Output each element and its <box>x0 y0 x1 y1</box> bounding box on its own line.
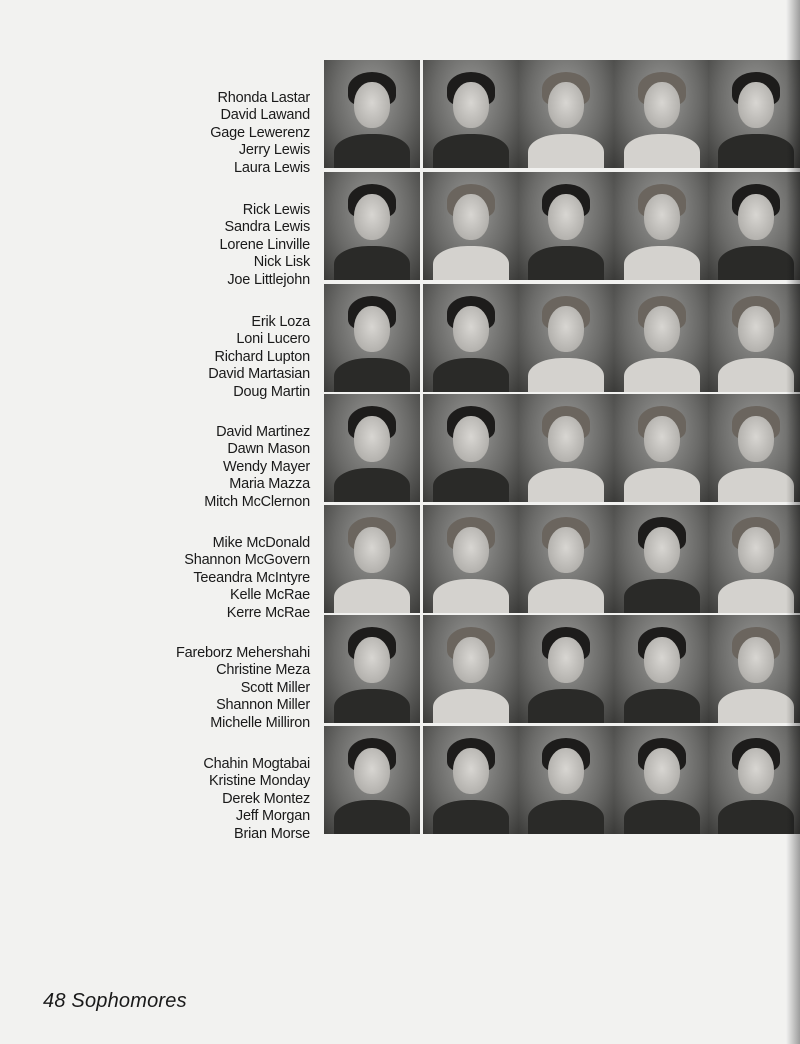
portrait-head <box>354 194 390 240</box>
student-portrait <box>614 172 710 280</box>
portrait-head <box>354 637 390 683</box>
portrait-body <box>528 358 604 392</box>
student-portrait <box>423 505 519 613</box>
student-portrait <box>423 284 519 392</box>
portrait-head <box>354 82 390 128</box>
portrait-body <box>334 468 410 502</box>
student-name: Rick Lewis <box>242 202 310 218</box>
portrait-head <box>548 82 584 128</box>
portrait-body <box>334 358 410 392</box>
portrait-head <box>453 82 489 128</box>
student-name: Sandra Lewis <box>224 219 310 236</box>
portrait-head <box>644 194 680 240</box>
student-portrait <box>518 615 614 723</box>
student-portrait <box>324 60 420 168</box>
portrait-head <box>354 306 390 352</box>
portrait-body <box>718 689 794 723</box>
portrait-body <box>528 468 604 502</box>
student-name: Scott Miller <box>240 679 310 696</box>
portrait-body <box>334 800 410 834</box>
student-name: Shannon McGovern <box>184 552 310 569</box>
student-portrait <box>423 615 519 723</box>
student-name: Teeandra McIntyre <box>193 569 310 586</box>
portrait-head <box>453 306 489 352</box>
student-name: Christine Meza <box>216 662 310 679</box>
name-list <box>210 90 310 177</box>
portrait-head <box>354 527 390 573</box>
student-portrait <box>614 726 710 834</box>
portrait-head <box>644 637 680 683</box>
student-portrait <box>324 615 420 723</box>
portrait-row <box>0 726 800 842</box>
student-name: Gage Lewerenz <box>210 124 310 141</box>
portrait-body <box>433 468 509 502</box>
portrait-body <box>433 689 509 723</box>
portrait-head <box>738 527 774 573</box>
student-portrait <box>423 172 519 280</box>
portrait-body <box>528 579 604 613</box>
portrait-body <box>624 468 700 502</box>
student-name: Laura Lewis <box>234 159 310 176</box>
portrait-head <box>644 306 680 352</box>
name-list <box>204 424 310 511</box>
student-name: Doug Martin <box>233 383 310 400</box>
page-gutter-shadow <box>786 0 800 1044</box>
portrait-body <box>334 134 410 168</box>
portrait-body <box>718 579 794 613</box>
portrait-body <box>718 246 794 280</box>
portrait-head <box>453 194 489 240</box>
student-name: Jeff Morgan <box>235 808 310 825</box>
portrait-body <box>433 800 509 834</box>
student-portrait <box>614 505 710 613</box>
portrait-body <box>624 358 700 392</box>
portrait-body <box>433 134 509 168</box>
portrait-head <box>738 82 774 128</box>
portrait-head <box>453 527 489 573</box>
student-name: Kerre McRae <box>226 604 310 621</box>
student-name: Nick Lisk <box>253 254 310 271</box>
student-name: Maria Mazza <box>229 476 310 493</box>
name-list <box>203 756 310 843</box>
student-portrait <box>614 60 710 168</box>
portrait-body <box>718 800 794 834</box>
portrait-row <box>0 615 800 731</box>
student-name: Loni Lucero <box>236 331 310 348</box>
student-portrait <box>423 60 519 168</box>
portrait-head <box>548 306 584 352</box>
student-portrait <box>518 284 614 392</box>
portrait-row <box>0 505 800 621</box>
student-portrait <box>518 726 614 834</box>
student-name: David Martasian <box>208 366 310 383</box>
portrait-head <box>548 527 584 573</box>
student-name: Derek Montez <box>222 790 310 807</box>
student-name: Kelle McRae <box>230 587 310 604</box>
portrait-head <box>548 637 584 683</box>
portrait-head <box>738 416 774 462</box>
portrait-body <box>624 579 700 613</box>
student-name: Mike McDonald <box>212 535 310 551</box>
student-portrait <box>518 60 614 168</box>
student-name: Brian Morse <box>234 825 310 842</box>
portrait-head <box>453 637 489 683</box>
portrait-body <box>624 134 700 168</box>
student-name: Dawn Mason <box>227 441 310 458</box>
portrait-row <box>0 60 800 176</box>
portrait-body <box>528 800 604 834</box>
portrait-head <box>453 748 489 794</box>
student-portrait <box>324 726 420 834</box>
student-portrait <box>324 172 420 280</box>
student-portrait <box>614 284 710 392</box>
portrait-head <box>548 416 584 462</box>
portrait-head <box>738 748 774 794</box>
student-portrait <box>518 172 614 280</box>
portrait-row <box>0 284 800 400</box>
portrait-head <box>548 194 584 240</box>
portrait-body <box>624 800 700 834</box>
portrait-body <box>334 689 410 723</box>
portrait-head <box>354 416 390 462</box>
page-folio: 48 Sophomores <box>43 990 187 1012</box>
student-portrait <box>324 284 420 392</box>
portrait-body <box>433 358 509 392</box>
student-name: Wendy Mayer <box>223 458 310 475</box>
student-portrait <box>324 394 420 502</box>
portrait-head <box>738 637 774 683</box>
portrait-row <box>0 172 800 288</box>
student-name: Richard Lupton <box>214 348 310 365</box>
student-name: Erik Loza <box>251 314 310 330</box>
portrait-head <box>354 748 390 794</box>
name-list <box>219 202 310 289</box>
student-portrait <box>614 615 710 723</box>
portrait-body <box>433 579 509 613</box>
portrait-head <box>738 194 774 240</box>
student-name: Michelle Milliron <box>210 714 310 731</box>
portrait-body <box>624 246 700 280</box>
student-name: Mitch McClernon <box>204 493 310 510</box>
portrait-body <box>528 246 604 280</box>
student-portrait <box>423 394 519 502</box>
student-name: Fareborz Mehershahi <box>175 645 310 661</box>
portrait-body <box>624 689 700 723</box>
student-portrait <box>518 394 614 502</box>
portrait-body <box>433 246 509 280</box>
name-list <box>208 314 310 401</box>
portrait-head <box>644 416 680 462</box>
student-portrait <box>423 726 519 834</box>
portrait-head <box>644 748 680 794</box>
portrait-head <box>644 82 680 128</box>
student-portrait <box>518 505 614 613</box>
student-name: David Martinez <box>216 424 310 440</box>
portrait-head <box>644 527 680 573</box>
student-name: Rhonda Lastar <box>217 90 310 106</box>
student-name: Joe Littlejohn <box>227 271 310 288</box>
student-name: Jerry Lewis <box>238 142 310 159</box>
portrait-body <box>718 468 794 502</box>
portrait-body <box>334 579 410 613</box>
student-name: Shannon Miller <box>216 697 310 714</box>
name-list <box>184 535 310 622</box>
portrait-body <box>718 134 794 168</box>
student-name: Lorene Linville <box>219 236 310 253</box>
portrait-head <box>738 306 774 352</box>
student-name: Chahin Mogtabai <box>203 756 310 772</box>
student-name: Kristine Monday <box>209 773 310 790</box>
portrait-head <box>453 416 489 462</box>
student-portrait <box>324 505 420 613</box>
name-list <box>176 645 310 732</box>
portrait-row <box>0 394 800 510</box>
portrait-body <box>528 134 604 168</box>
portrait-body <box>334 246 410 280</box>
portrait-body <box>718 358 794 392</box>
student-name: David Lawand <box>220 107 310 124</box>
student-portrait <box>614 394 710 502</box>
portrait-body <box>528 689 604 723</box>
portrait-head <box>548 748 584 794</box>
